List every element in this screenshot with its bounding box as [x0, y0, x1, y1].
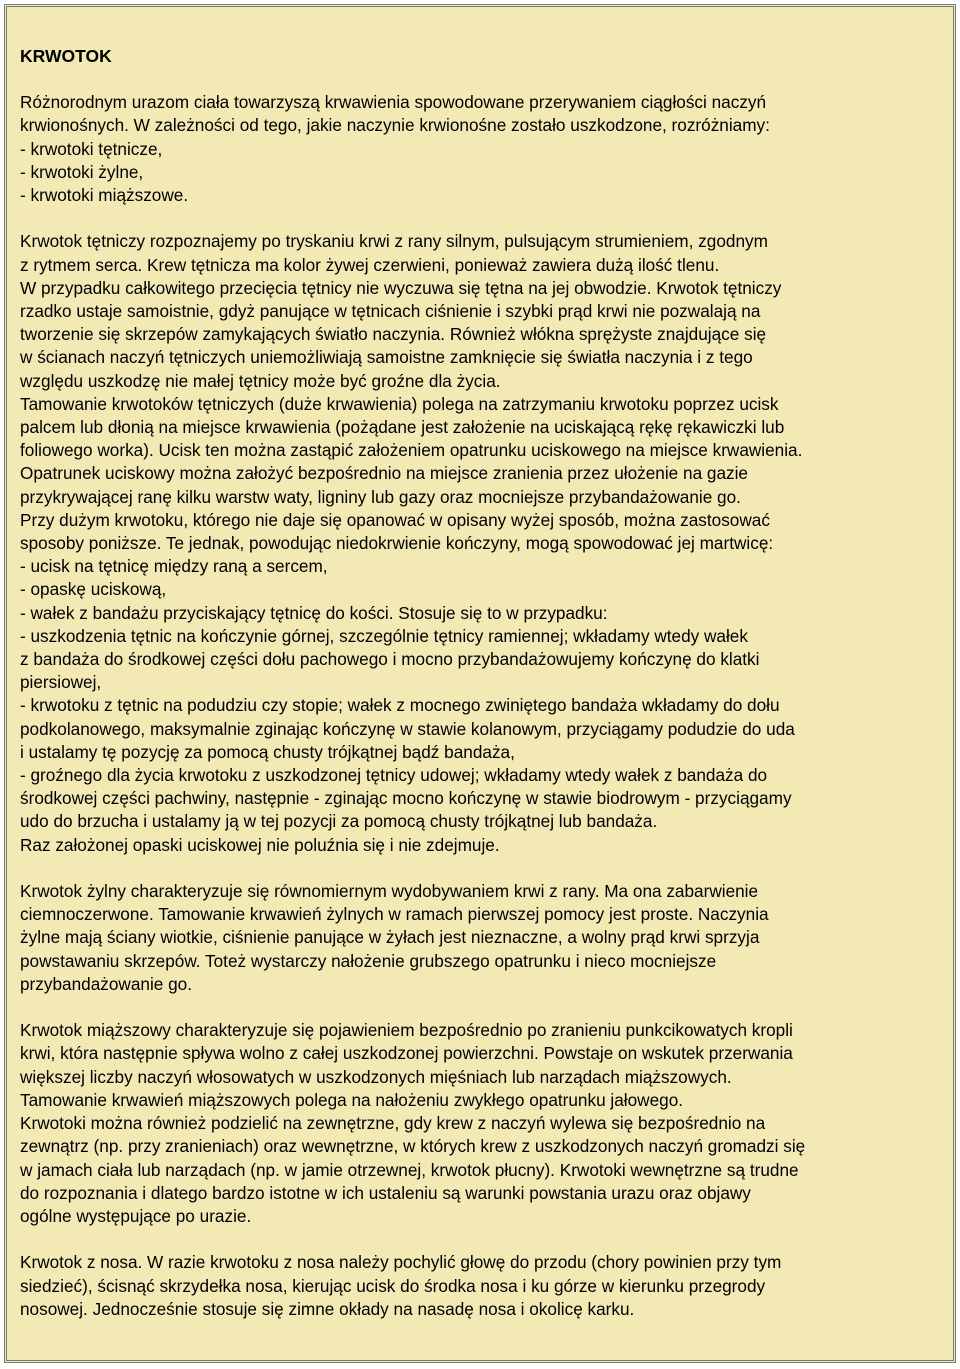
text-line: w ścianach naczyń tętniczych uniemożliwiają samoistne zamknięcie się światła naczynia i z tego [20, 347, 753, 368]
paragraph [20, 880, 948, 996]
text-line: - opaskę uciskową, [20, 579, 167, 600]
text-line: większej liczby naczyń włosowatych w uszkodzonych mięśniach lub narządach miąższowych. [20, 1066, 732, 1087]
text-line: - wałek z bandażu przyciskający tętnicę do kości. Stosuje się to w przypadku: [20, 602, 608, 623]
text-line: - uszkodzenia tętnic na kończynie górnej, szczególnie tętnicy ramiennej; wkładamy wtedy wałek [20, 625, 748, 646]
text-line: Krwotok żylny charakteryzuje się równomiernym wydobywaniem krwi z rany. Ma ona zabarwienie [20, 881, 759, 902]
page-title: KRWOTOK [20, 46, 112, 66]
text-line: tworzenie się skrzepów zamykających światło naczynia. Również włókna sprężyste znajdujące się [20, 324, 767, 345]
text-line: z bandaża do środkowej części dołu pachowego i mocno przybandażowujemy kończynę do klatki [20, 649, 760, 670]
text-line: z rytmem serca. Krew tętnicza ma kolor żywej czerwieni, ponieważ zawiera dużą ilość tlenu. [20, 254, 720, 275]
text-line: ciemnoczerwone. Tamowanie krwawień żylnych w ramach pierwszej pomocy jest proste. Naczynia [20, 904, 769, 925]
text-line: udo do brzucha i ustalamy ją w tej pozycji za pomocą chusty trójkątnej lub bandaża. [20, 811, 658, 832]
text-line: podkolanowego, maksymalnie zginając kończynę w stawie kolanowym, przyciągamy podudzie do uda [20, 718, 795, 739]
text-line: foliowego worka). Ucisk ten można zastąpić założeniem opatrunku uciskowego na miejsce krwawienia. [20, 440, 803, 461]
text-line: Tamowanie krwawień miąższowych polega na nałożeniu zwykłego opatrunku jałowego. [20, 1089, 684, 1110]
text-line: przykrywającej ranę kilku warstw waty, ligniny lub gazy oraz mocniejsze przybandażowanie go. [20, 486, 741, 507]
text-line: - krwotoki żylne, [20, 161, 144, 182]
text-line: palcem lub dłonią na miejsce krwawienia (pożądane jest założenie na uciskającą rękę rękawiczki lub [20, 417, 785, 438]
paragraph [20, 91, 948, 207]
text-line: Opatrunek uciskowy można założyć bezpośrednio na miejsce zranienia przez ułożenie na gazie [20, 463, 748, 484]
text-line: względu uszkodzę nie małej tętnicy może być groźne dla życia. [20, 370, 501, 391]
text-line: nosowej. Jednocześnie stosuje się zimne okłady na nasadę nosa i okolicę karku. [20, 1298, 635, 1319]
text-line: Krwotok tętniczy rozpoznajemy po tryskaniu krwi z rany silnym, pulsującym strumieniem, zgodnym [20, 231, 768, 252]
text-line: Krwotok miąższowy charakteryzuje się pojawieniem bezpośrednio po zranieniu punkcikowatych kropli [20, 1020, 793, 1041]
page-frame [4, 4, 956, 1363]
text-line: - groźnego dla życia krwotoku z uszkodzonej tętnicy udowej; wkładamy wtedy wałek z bandaża do [20, 765, 768, 786]
paragraph [20, 1019, 948, 1228]
text-line: Przy dużym krwotoku, którego nie daje się opanować w opisany wyżej sposób, można zastosować [20, 509, 770, 530]
paragraph-list [20, 91, 948, 1321]
text-line: rzadko ustaje samoistnie, gdyż panujące w tętnicach ciśnienie i szybki prąd krwi nie pozwalają na [20, 301, 761, 322]
text-line: siedzieć), ścisnąć skrzydełka nosa, kierując ucisk do środka nosa i ku górze w kierunku przegrody [20, 1275, 766, 1296]
text-line: - ucisk na tętnicę między raną a sercem, [20, 556, 328, 577]
text-line: powstawaniu skrzepów. Toteż wystarczy nałożenie grubszego opatrunku i nieco mocniejsze [20, 950, 717, 971]
text-line: Raz założonej opaski uciskowej nie poluźnia się i nie zdejmuje. [20, 834, 500, 855]
document-content [20, 45, 948, 1321]
text-line: Tamowanie krwotoków tętniczych (duże krwawienia) polega na zatrzymaniu krwotoku poprzez ucisk [20, 393, 779, 414]
text-line: do rozpoznania i dlatego bardzo istotne w ich ustaleniu są warunki powstania urazu oraz objawy [20, 1182, 751, 1203]
text-line: zewnątrz (np. przy zranieniach) oraz wewnętrzne, w których krew z uszkodzonych naczyń gromadzi się [20, 1136, 806, 1157]
text-line: Krwotoki można również podzielić na zewnętrzne, gdy krew z naczyń wylewa się bezpośrednio na [20, 1113, 766, 1134]
text-line: krwi, która następnie spływa wolno z całej uszkodzonej powierzchni. Powstaje on wskutek przerwania [20, 1043, 793, 1064]
paragraph [20, 230, 948, 856]
text-line: - krwotoki miąższowe. [20, 185, 189, 206]
text-line: Różnorodnym urazom ciała towarzyszą krwawienia spowodowane przerywaniem ciągłości naczyń [20, 92, 767, 113]
text-line: przybandażowanie go. [20, 973, 192, 994]
text-line: - krwotoku z tętnic na podudziu czy stopie; wałek z mocnego zwiniętego bandaża wkładamy do dołu [20, 695, 780, 716]
text-line: i ustalamy tę pozycję za pomocą chusty trójkątnej bądź bandaża, [20, 741, 515, 762]
text-line: środkowej części pachwiny, następnie - zginając mocno kończynę w stawie biodrowym - przyciągamy [20, 788, 792, 809]
text-line: sposoby poniższe. Te jednak, powodując niedokrwienie kończyny, mogą spowodować jej martwicę: [20, 533, 774, 554]
text-line: krwionośnych. W zależności od tego, jakie naczynie krwionośne zostało uszkodzone, rozróżniamy: [20, 115, 770, 136]
paragraph [20, 1251, 948, 1321]
text-line: W przypadku całkowitego przecięcia tętnicy nie wyczuwa się tętna na jej obwodzie. Krwotok tętniczy [20, 277, 782, 298]
text-line: - krwotoki tętnicze, [20, 138, 163, 159]
text-line: w jamach ciała lub narządach (np. w jamie otrzewnej, krwotok płucny). Krwotoki wewnętrzne są trudne [20, 1159, 799, 1180]
text-line: żylne mają ściany wiotkie, ciśnienie panujące w żyłach jest nieznaczne, a wolny prąd krwi sprzyja [20, 927, 760, 948]
text-line: Krwotok z nosa. W razie krwotoku z nosa należy pochylić głowę do przodu (chory powinien przy tym [20, 1252, 782, 1273]
text-line: ogólne występujące po urazie. [20, 1205, 252, 1226]
text-line: piersiowej, [20, 672, 102, 693]
